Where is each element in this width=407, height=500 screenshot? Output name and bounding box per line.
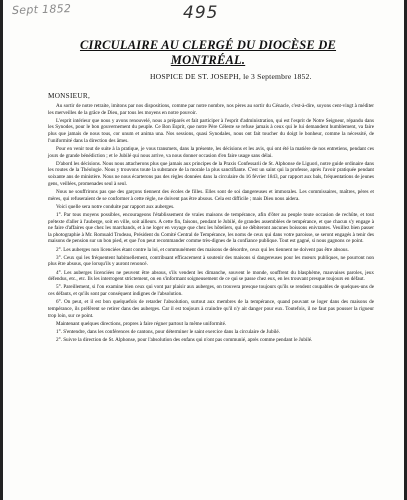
paragraph: 2°. Les auberges non licenciées étant contre la loi, et communément des maisons de désordre, ceux qui les tiennent ne doivent pas être absous. xyxy=(56,246,349,253)
paragraph: Maintenant quelques directions, propres à faire régner partout la même uniformité. xyxy=(56,320,227,327)
paragraph: L'esprit intérieur que nous y avons renouvelé, nous a préparés et fait participer à l'esprit d'administration, qui est l'esprit de Notre Seigneur, répandu dans les Synodes, pour le bon gouvernement du peuple. Ce Bon Esprit, que notre Père Céleste se refuse jamais à ceux qui le lui demandent humblement, va faire plus que jamais de nous tous, cor unum et anima una. Nos sessions, quasi Synodales, nous ont fait toucher du doigt le bonheur, comme la nécessité, de l'uniformité dans la direction des âmes. xyxy=(48,117,374,144)
paragraph: Nous ne souffrirons pas que des garçons tiennent des écoles de filles. Elles sont de soi dangereuses et immorales. Les commissaires, maîtres, pères et mères, qui refuseraient de se conformer à cette règle, ne doivent pas être absous. Cela est difficile ; mais Dieu nous aidera. xyxy=(48,188,374,202)
paragraph: 1°. Par tous moyens possibles, encourageons l'établissement de vraies maisons de tempérance, afin d'ôter au peuple toute occasion de rechûte, et tout prétexte d'aller à l'auberge, soit en ville, soit ailleurs. A cette fin, faisons, pendant le Jubilé, de grandes assemblées de tempérance, et que chacun s'y engage à ne faire d'affaires que chez les marchands, et à ne loger en voyage que chez les hôteliers, qui ne débiteront aucunes boissons enivrantes. Veuillez bien passer la photographie à Mr. Romuald Trudeau, Président du Comité Central de Tempérance, les noms de ceux qui dans votre paroisse, se seront engagés à tenir des maisons de pension sur un bon pied, et que l'on peut recommander comme très-dignes de la confiance publique. Tout est gagné, si nous gagnons ce point. xyxy=(48,211,374,245)
paragraph: 6°. On peut, et il est bon quelquefois de retarder l'absolution, surtout aux membres de la tempérance, quand pouvant se loger dans des maisons de tempérance, ils préfèrent se retirer dans des auberges. Car il est toujours à craindre qu'il n'y ait danger pour eux. Toutefois, il ne faut pas pousser la rigueur trop loin, sur ce point. xyxy=(48,299,374,319)
paragraph: Voici quelle sera notre conduite par rapport aux auberges. xyxy=(56,203,175,210)
paragraph: Au sortir de notre retraite, imitons par nos dispositions, comme par notre nombre, nos pères au sortir du Cénacle, c'est-à-dire, soyons cent-vingt à méditer les merveilles de la grâce de Dieu, par tous les moyens en notre pouvoir. xyxy=(48,103,374,116)
document-body xyxy=(48,103,374,345)
paragraph: 3°. Ceux qui les fréquentent habituellement, contribuant efficacement à soutenir des maisons si dangereuses pour les mœurs publiques, ne pourront non plus être absous, que lorsqu'ils y auront renoncé. xyxy=(48,254,374,268)
document-title: CIRCULAIRE AU CLERGÉ DU DIOCÈSE DE MONTRÉAL. xyxy=(79,38,337,67)
paragraph: Pour en venir tout de suite à la pratique, je vous transmets, dans la présente, les décisions et les avis, qui ont été la matière de nos entretiens, pendant ces jours de grande bénédiction ; et le Jubilé qui nous arrive, va nous donner occasion d'en faire usage sans délai. xyxy=(48,145,374,159)
paragraph: D'abord les décisions. Nous nous attacherons plus que jamais aux principes de la Praxis Confessarii de St. Alphonse de Liguori, notre guide ordinaire dans les routes de la Théologie. Nous y trouvons toute la substance de la morale la plus sanctifiante. C'est un saint qui la professe, après l'avoir pratiquée pendant soixante ans de ministère. Nous ne nous écarterons pas des règles données dans la circulaire du 16 février 1843, par rapport aux bals, fréquentations de jeunes gens, veillées, promenades seul à seul. xyxy=(48,160,374,187)
paragraph: 4°. Les auberges licenciées ne peuvent être absous, s'ils vendent les dimanche, souvent le monde, souffrent du blasphème, mauvaises paroles, jeux défendus, etc., etc. Ils les interrogent strictement, on en s'informant soigneusement de ce qui se passe chez eux, en les trouvant presque toujours en défaut. xyxy=(48,269,374,283)
handwritten-date-annotation: Sept 1852 xyxy=(11,1,72,18)
place-date-line: HOSPICE DE ST. JOSEPH, le 3 Septembre 1852. xyxy=(150,72,312,81)
paragraph: 5°. Pareillement, si l'on examine bien ceux qui vont par plaisir aux auberges, on trouvera presque toujours qu'ils se rendent coupables de quelques-uns de ces défauts, et qu'ils sont par conséquent indignes de l'absolution. xyxy=(48,284,374,298)
paragraph: 2°. Suivre la direction de St. Alphonse, pour l'absolution des enfans qui n'ont pas communié, après comme pendant le Jubilé. xyxy=(56,337,313,343)
salutation: MONSIEUR, xyxy=(48,92,91,100)
paragraph: 1°. S'entendre, dans les conférences de cantons, pour déterminer le saint exercice dans la circulaire de Jubilé. xyxy=(56,328,280,335)
scan-edge-left xyxy=(0,0,3,500)
handwritten-number-annotation: 495 xyxy=(183,3,219,23)
